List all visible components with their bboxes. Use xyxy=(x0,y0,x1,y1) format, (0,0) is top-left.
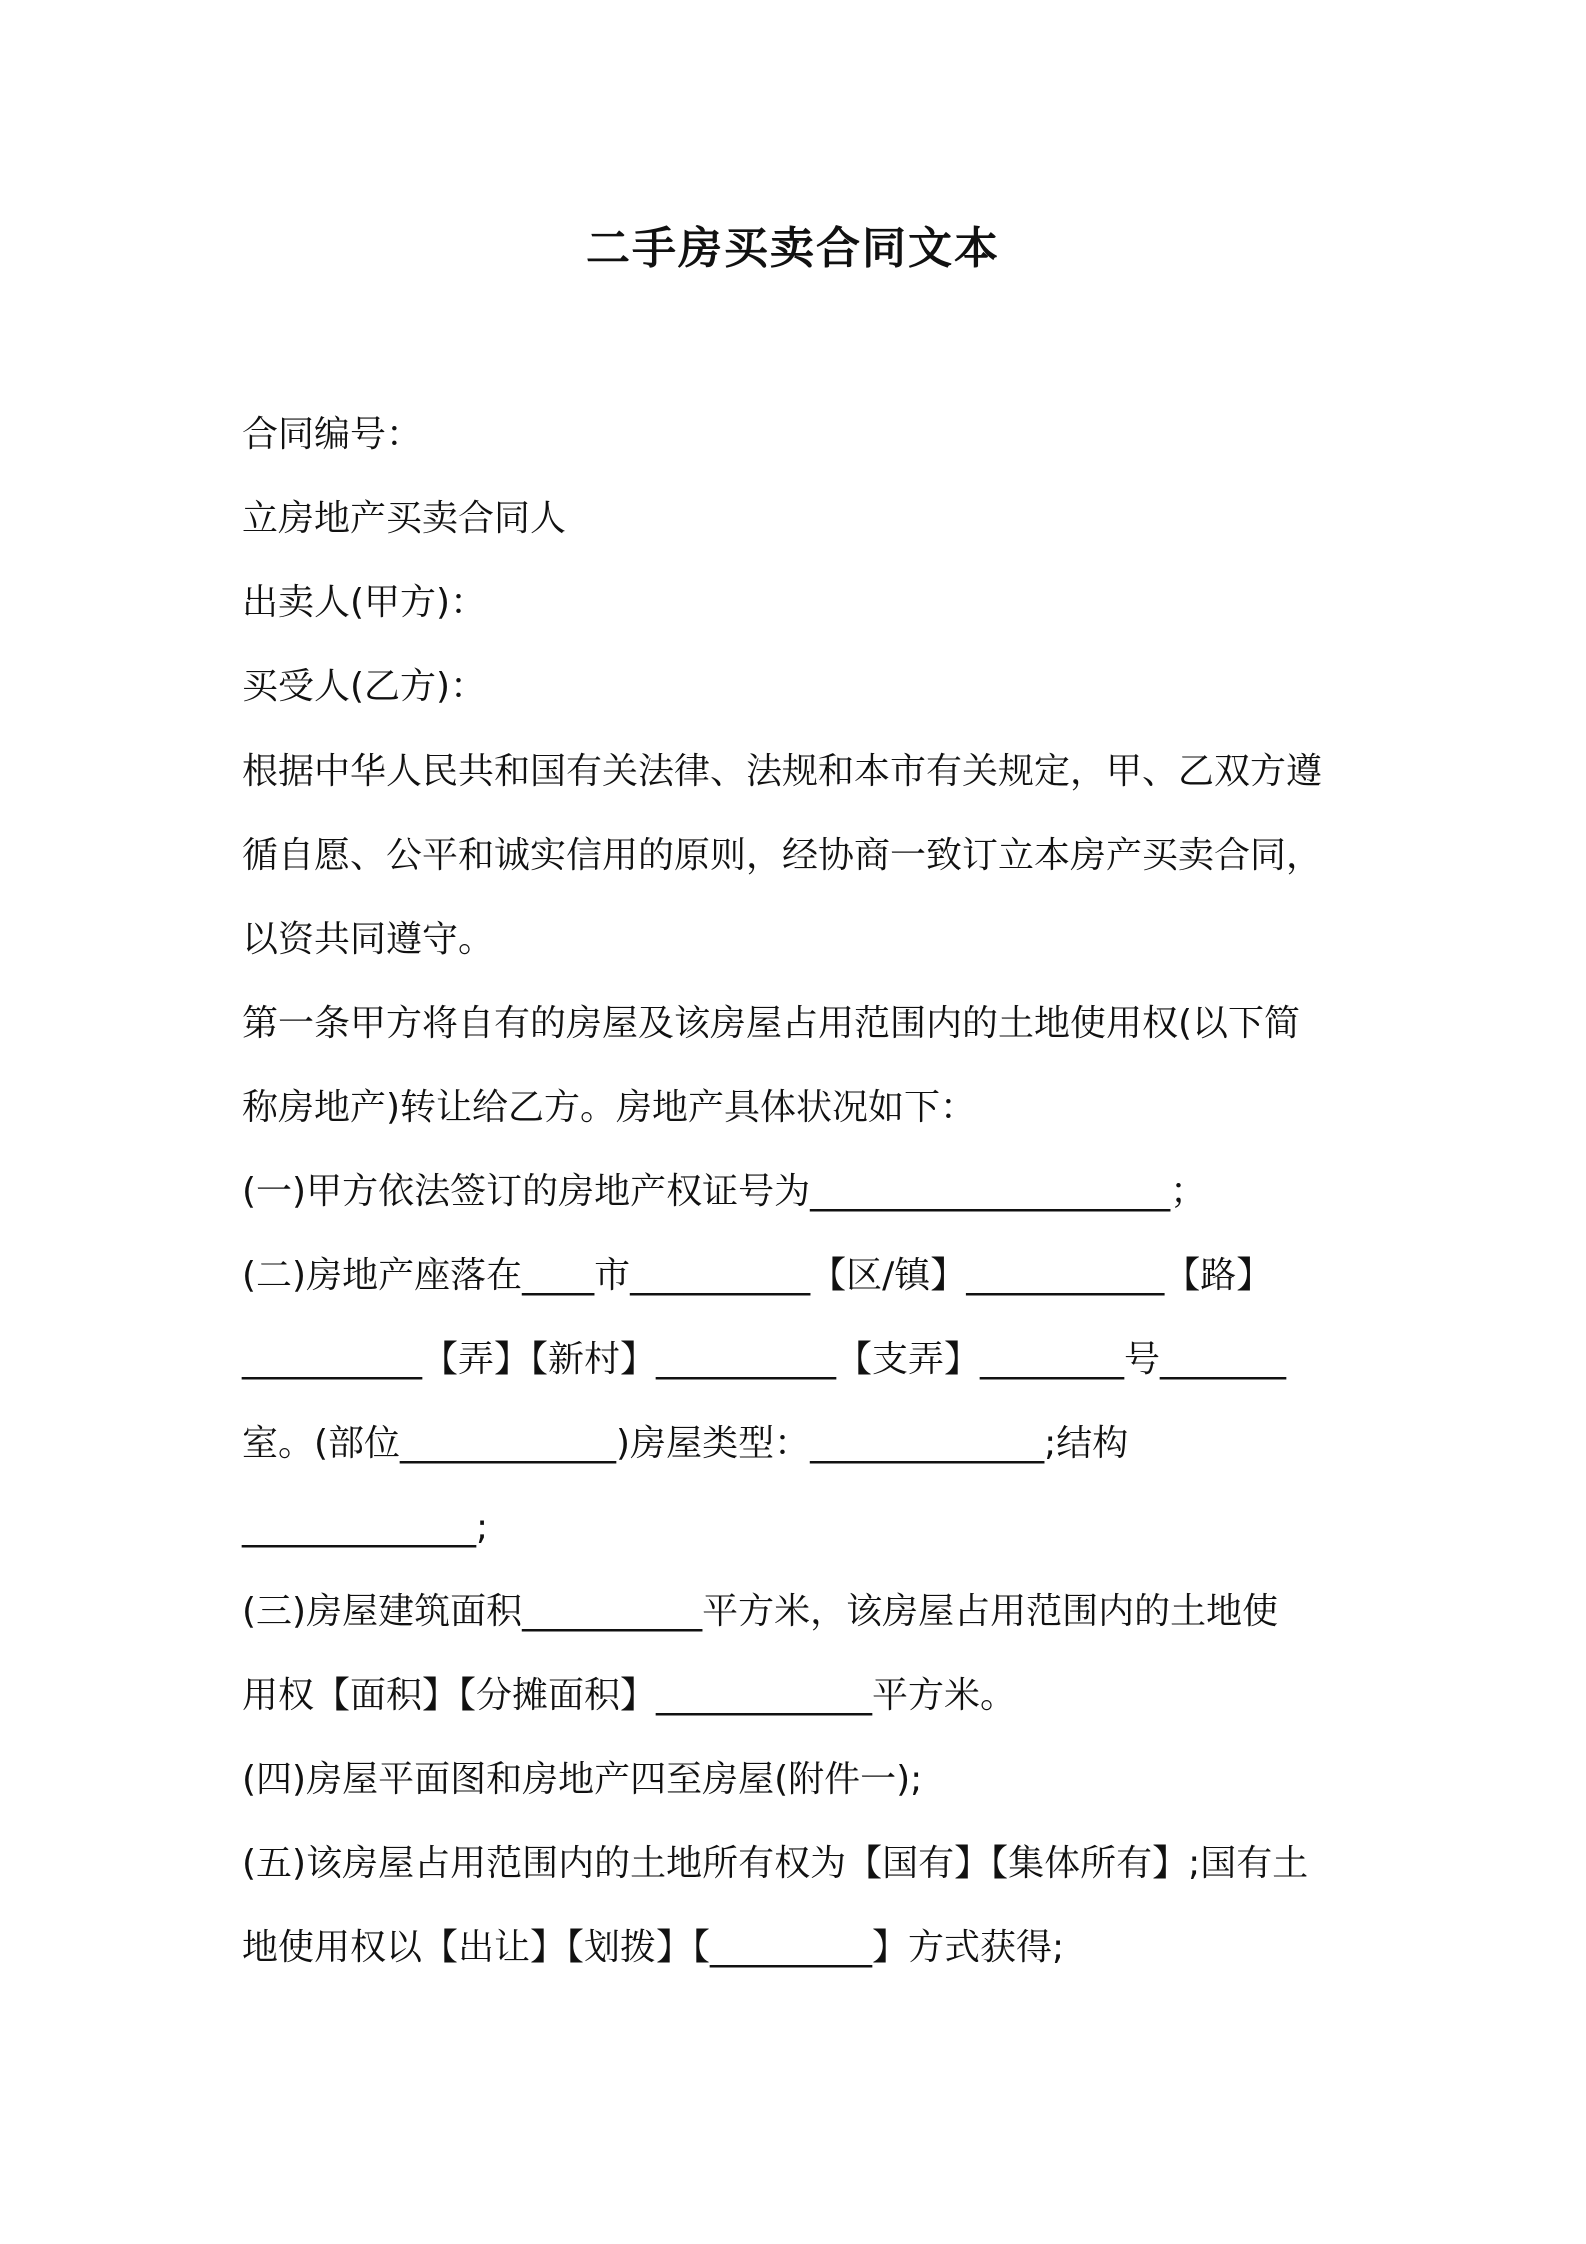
clause-two-line: (二)房地产座落在____市__________【区/镇】___________【路】 xyxy=(242,1255,1273,1296)
clause-two-line: __________【弄】【新村】__________【支弄】________号_______ xyxy=(242,1339,1287,1380)
clause-two-line: _____________; xyxy=(242,1507,489,1548)
article-one-line: 第一条甲方将自有的房屋及该房屋占用范围内的土地使用权(以下简 xyxy=(242,1003,1301,1044)
contract-parties-line: 立房地产买卖合同人 xyxy=(242,498,567,539)
contract-number-line: 合同编号： xyxy=(242,414,423,455)
clause-five-line: (五)该房屋占用范围内的土地所有权为【国有】【集体所有】;国有土 xyxy=(242,1843,1309,1884)
clause-five-line: 地使用权以【出让】【划拨】【_________】方式获得; xyxy=(242,1927,1065,1968)
clause-one-line: (一)甲方依法签订的房地产权证号为____________________； xyxy=(242,1171,1207,1212)
preamble-line: 根据中华人民共和国有关法律、法规和本市有关规定，甲、乙双方遵 xyxy=(242,751,1323,792)
clause-four-line: (四)房屋平面图和房地产四至房屋(附件一); xyxy=(242,1759,923,1800)
clause-three-line: (三)房屋建筑面积__________平方米，该房屋占用范围内的土地使 xyxy=(242,1591,1279,1632)
buyer-line: 买受人(乙方)： xyxy=(242,666,487,707)
preamble-line: 循自愿、公平和诚实信用的原则，经协商一致订立本房产买卖合同， xyxy=(242,835,1323,876)
clause-two-line: 室。(部位____________)房屋类型：_____________;结构 xyxy=(242,1423,1129,1464)
preamble-line: 以资共同遵守。 xyxy=(242,919,495,960)
article-one-line: 称房地产)转让给乙方。房地产具体状况如下： xyxy=(242,1087,977,1128)
seller-line: 出卖人(甲方)： xyxy=(242,582,487,623)
document-title: 二手房买卖合同文本 xyxy=(586,223,1000,274)
clause-three-line: 用权【面积】【分摊面积】____________平方米。 xyxy=(242,1675,1017,1716)
